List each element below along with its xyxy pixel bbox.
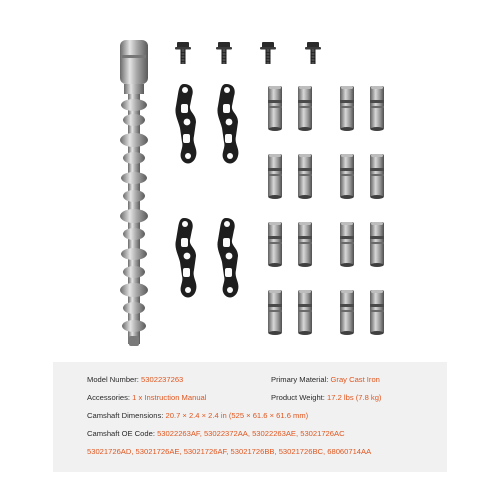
lifter-guides-image <box>175 84 238 297</box>
spec-value: 5302237263 <box>141 375 184 384</box>
spec-camshaft-oe-code-continued <box>87 447 371 457</box>
spec-label: Model Number: <box>87 375 139 384</box>
spec-model-number <box>87 375 183 385</box>
bolts-image <box>175 42 321 64</box>
spec-product-weight <box>271 393 381 403</box>
specs-panel <box>53 362 447 472</box>
spec-value: 20.7 × 2.4 × 2.4 in (525 × 61.6 × 61.6 mm) <box>165 411 309 420</box>
spec-value: 53022263AF, 53022372AA, 53022263AE, 53021726AC <box>157 429 345 438</box>
lifters-image <box>268 86 384 335</box>
spec-value: Gray Cast Iron <box>330 375 380 384</box>
spec-accessories <box>87 393 206 403</box>
spec-label: Primary Material: <box>271 375 329 384</box>
spec-label: Camshaft OE Code: <box>87 429 155 438</box>
spec-value: 53021726AD, 53021726AE, 53021726AF, 53021726BB, 53021726BC, 68060714AA <box>87 447 372 456</box>
spec-value: 17.2 lbs (7.8 kg) <box>327 393 382 402</box>
spec-value: 1 x Instruction Manual <box>132 393 207 402</box>
spec-label: Product Weight: <box>271 393 325 402</box>
spec-label: Accessories: <box>87 393 131 402</box>
spec-primary-material <box>271 375 380 385</box>
spec-camshaft-oe-code <box>87 429 345 439</box>
camshaft-image <box>120 40 148 346</box>
spec-label: Camshaft Dimensions: <box>87 411 164 420</box>
spec-camshaft-dimensions <box>87 411 308 421</box>
